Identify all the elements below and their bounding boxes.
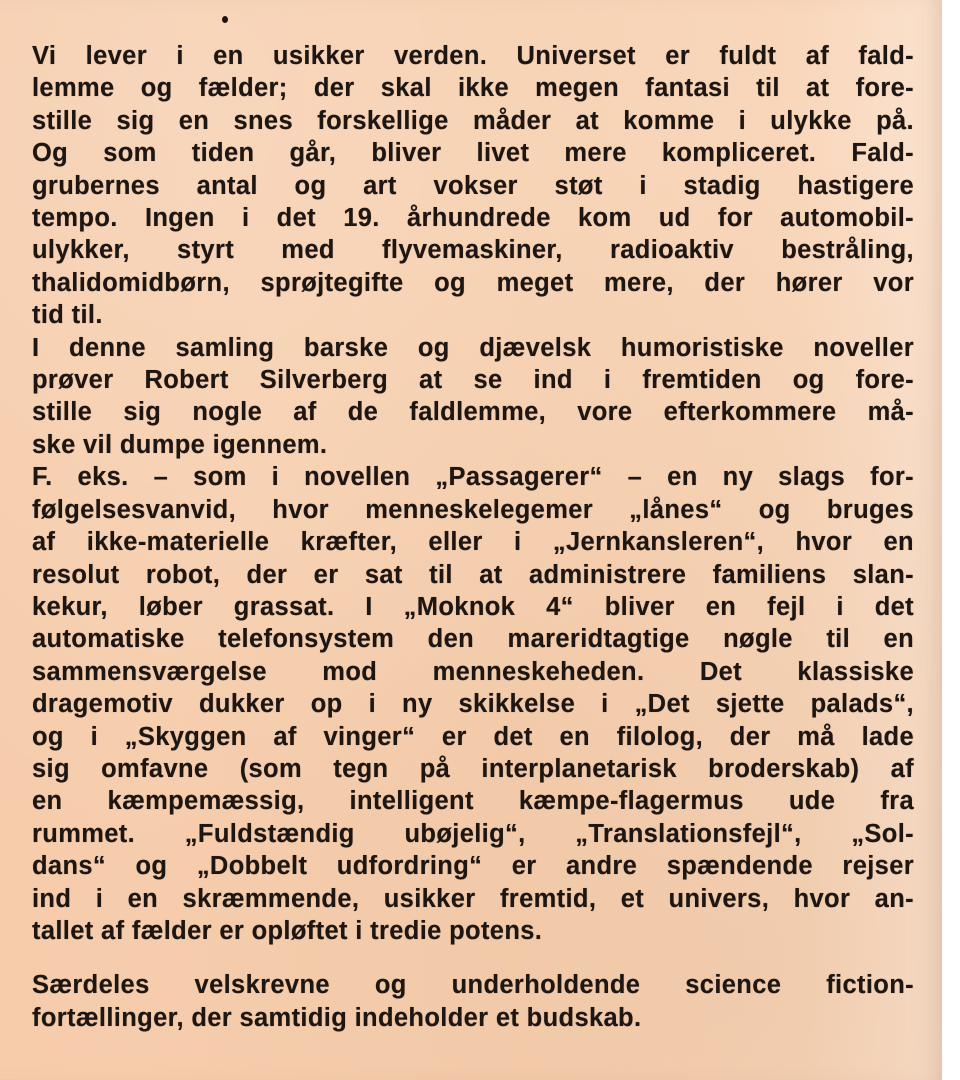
text-line: ulykker, styrt med flyvemaskiner, radioaktiv bestråling, — [32, 236, 914, 265]
text-line: I denne samling barske og djævelsk humoristiske noveller — [32, 333, 914, 362]
text-line: F. eks. – som i novellen „Passagerer“ – en ny slags for- — [32, 463, 914, 492]
ink-speck — [222, 16, 228, 23]
text-line: dragemotiv dukker op i ny skikkelse i „Det sjette palads“, — [32, 690, 914, 719]
text-line: tallet af fælder er opløftet i tredie potens. — [32, 916, 543, 945]
text-line: fortællinger, der samtidig indeholder et budskab. — [32, 1003, 642, 1032]
text-line: Og som tiden går, bliver livet mere kompliceret. Fald- — [32, 139, 914, 168]
text-line: thalidomidbørn, sprøjtegifte og meget mere, der hører vor — [32, 268, 914, 297]
paragraph-examples — [32, 461, 914, 947]
text-line: tempo. Ingen i det 19. århundrede kom ud for automobil- — [32, 204, 914, 233]
text-line: lemme og fælder; der skal ikke megen fantasi til at fore- — [32, 74, 914, 103]
paragraph-closing — [32, 969, 914, 1034]
text-line: sammensværgelse mod menneskeheden. Det klassiske — [32, 657, 914, 686]
text-line: resolut robot, der er sat til at administrere familiens slan- — [32, 560, 914, 589]
paragraph-spacer — [32, 947, 914, 969]
text-line: sig omfavne (som tegn på interplanetarisk broderskab) af — [32, 754, 914, 783]
text-line: stille sig en snes forskellige måder at komme i ulykke på. — [32, 106, 914, 135]
text-line: stille sig nogle af de faldlemme, vore efterkommere må- — [32, 398, 914, 427]
text-line: følgelsesvanvid, hvor menneskelegemer „lånes“ og bruges — [32, 495, 914, 524]
text-line: automatiske telefonsystem den mareridtagtige nøgle til en — [32, 625, 914, 654]
text-line: rummet. „Fuldstændig ubøjelig“, „Translationsfejl“, „Sol- — [32, 819, 914, 848]
text-line: prøver Robert Silverberg at se ind i fremtiden og fore- — [32, 366, 914, 395]
text-line: dans“ og „Dobbelt udfordring“ er andre spændende rejser — [32, 852, 914, 881]
text-line: ske vil dumpe igennem. — [32, 430, 328, 459]
text-line: grubernes antal og art vokser støt i stadig hastigere — [32, 171, 914, 200]
text-line: af ikke-materielle kræfter, eller i „Jernkansleren“, hvor en — [32, 528, 914, 557]
text-line: Vi lever i en usikker verden. Universet er fuldt af fald- — [32, 42, 914, 70]
blurb-text — [32, 40, 914, 1034]
text-line: tid til. — [32, 301, 103, 330]
text-line: ind i en skræmmende, usikker fremtid, et univers, hvor an- — [32, 884, 914, 913]
text-line: Særdeles velskrevne og underholdende science fiction- — [32, 971, 914, 1000]
paragraph-collection — [32, 332, 914, 462]
text-line: og i „Skyggen af vinger“ er det en filolog, der må lade — [32, 722, 914, 751]
text-line: kekur, løber grassat. I „Moknok 4“ bliver en fejl i det — [32, 592, 914, 621]
text-line: en kæmpemæssig, intelligent kæmpe-flagermus ude fra — [32, 787, 914, 816]
paragraph-intro — [32, 40, 914, 332]
